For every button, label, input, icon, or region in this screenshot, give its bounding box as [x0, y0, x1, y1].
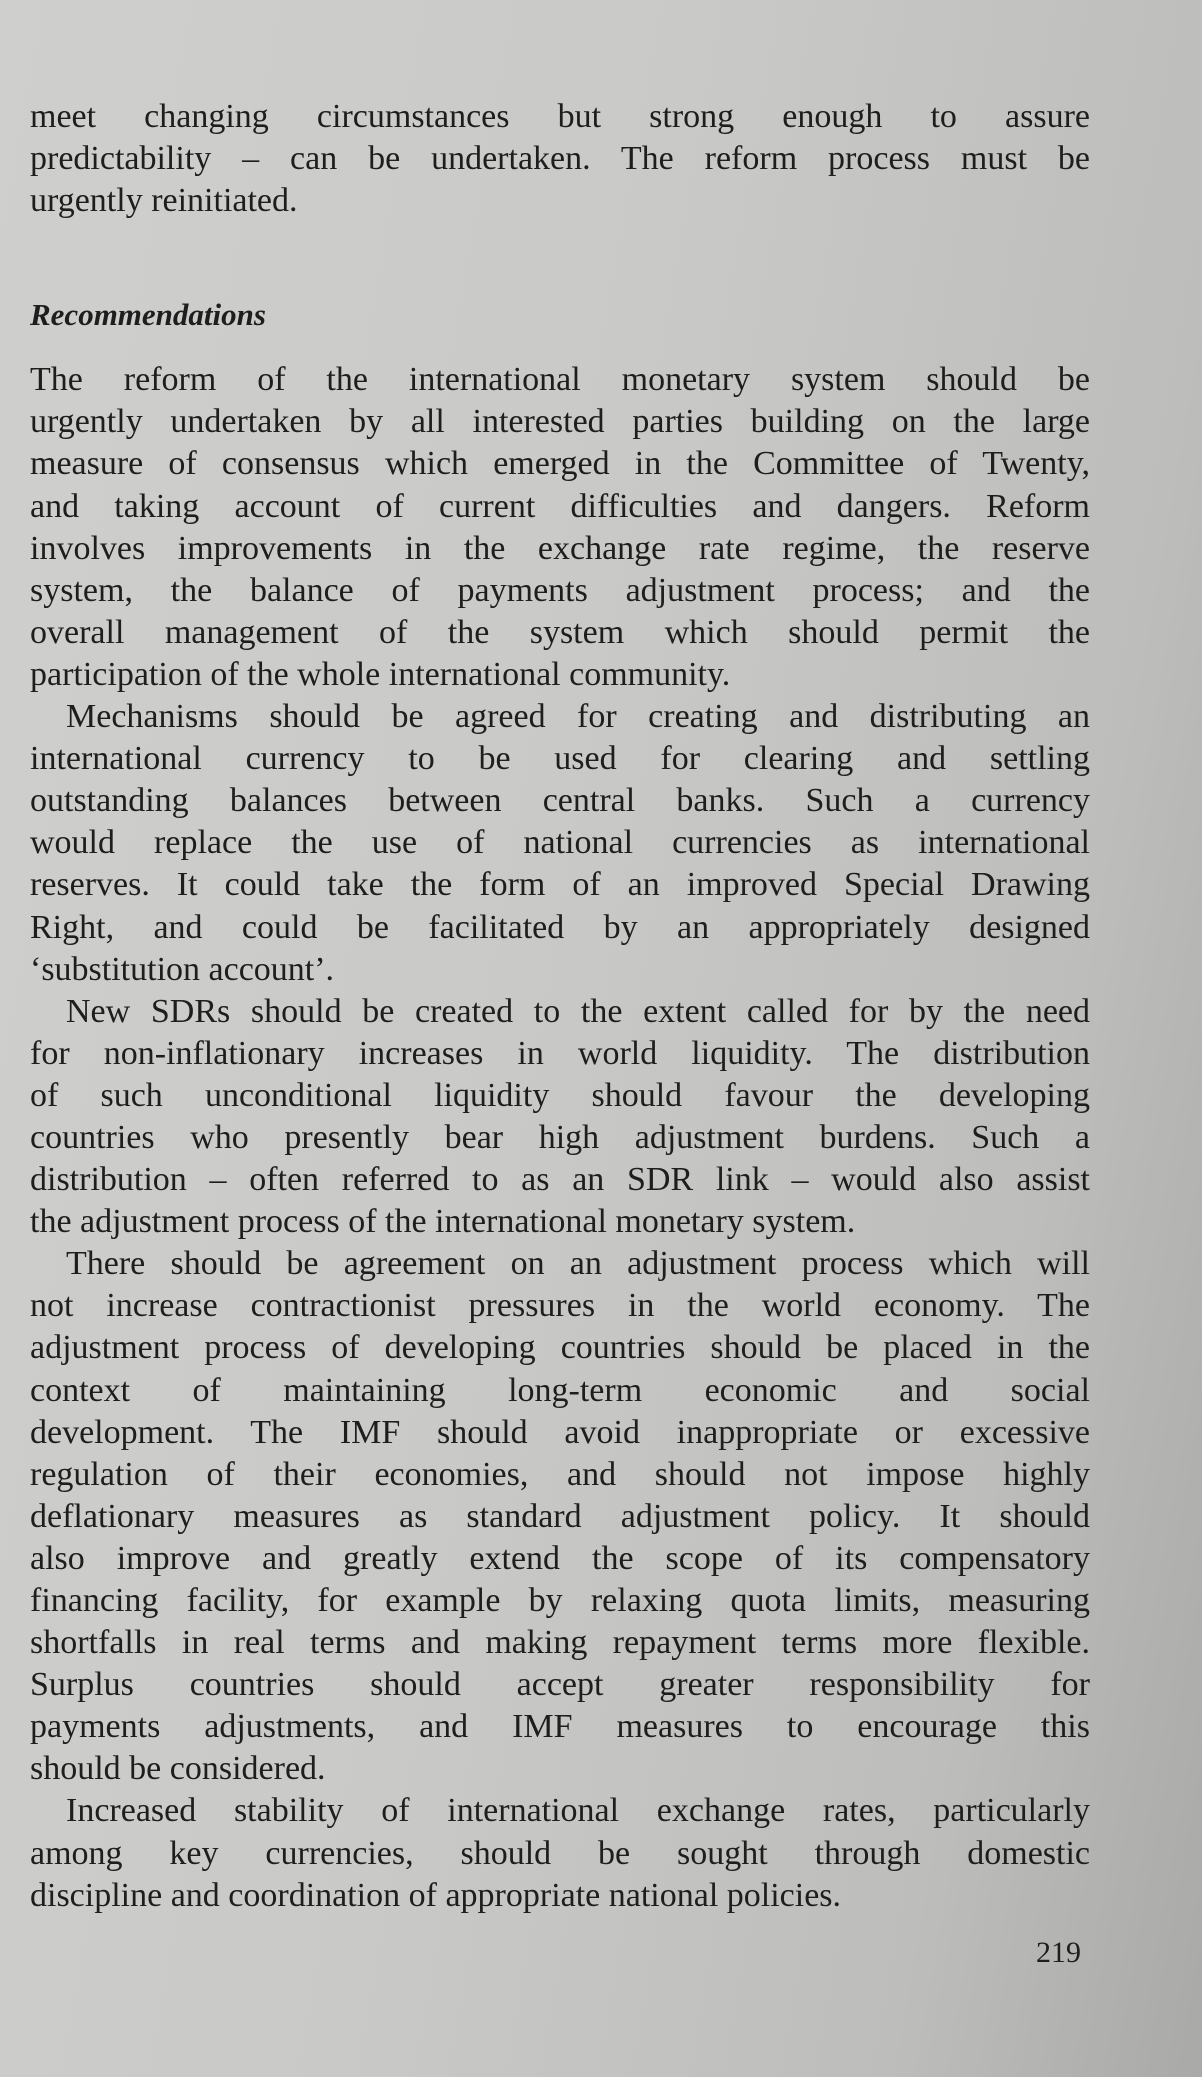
- text-line: The reform of the international monetary system should be: [30, 361, 1090, 399]
- text-line: ‘substitution account’.: [30, 950, 335, 988]
- text-line: international currency to be used for clearing and settling: [30, 740, 1090, 778]
- text-line: of such unconditional liquidity should favour the developing: [30, 1076, 1090, 1114]
- text-line: discipline and coordination of appropriate national policies.: [30, 1876, 842, 1914]
- text-line: Right, and could be facilitated by an appropriately designed: [30, 908, 1090, 946]
- text-line: not increase contractionist pressures in the world economy. The: [30, 1287, 1090, 1325]
- text-line: predictability – can be undertaken. The reform process must be: [30, 140, 1090, 178]
- text-line: participation of the whole international community.: [30, 655, 731, 693]
- text-line: for non-inflationary increases in world liquidity. The distribution: [30, 1034, 1090, 1072]
- text-line: urgently reinitiated.: [30, 182, 298, 220]
- section-heading: Recommendations: [30, 297, 266, 333]
- text-line: should be considered.: [30, 1750, 326, 1788]
- text-line: among key currencies, should be sought through domestic: [30, 1834, 1090, 1872]
- text-line: Increased stability of international exchange rates, particularly: [66, 1792, 1090, 1830]
- text-line: reserves. It could take the form of an improved Special Drawing: [30, 866, 1090, 904]
- text-line: There should be agreement on an adjustment process which will: [66, 1245, 1090, 1283]
- text-line: would replace the use of national currencies as international: [30, 824, 1090, 862]
- text-line: distribution – often referred to as an SDR link – would also assist: [30, 1161, 1090, 1199]
- text-line: urgently undertaken by all interested parties building on the large: [30, 403, 1090, 441]
- text-line: regulation of their economies, and should not impose highly: [30, 1455, 1090, 1493]
- text-line: financing facility, for example by relaxing quota limits, measuring: [30, 1582, 1090, 1619]
- text-line: system, the balance of payments adjustment process; and the: [30, 571, 1090, 609]
- text-line: and taking account of current difficulties and dangers. Reform: [30, 487, 1090, 525]
- text-line: countries who presently bear high adjustment burdens. Such a: [30, 1118, 1090, 1156]
- text-line: development. The IMF should avoid inappropriate or excessive: [30, 1413, 1090, 1451]
- text-line: Surplus countries should accept greater responsibility for: [30, 1666, 1090, 1704]
- text-line: payments adjustments, and IMF measures to encourage this: [30, 1708, 1090, 1746]
- text-line: involves improvements in the exchange rate regime, the reserve: [30, 529, 1090, 567]
- paragraph: [30, 359, 1090, 696]
- text-line: deflationary measures as standard adjustment policy. It should: [30, 1497, 1090, 1535]
- text-line: New SDRs should be created to the extent called for by the need: [66, 992, 1090, 1030]
- text-line: measure of consensus which emerged in the Committee of Twenty,: [30, 445, 1090, 483]
- page-number: 219: [1036, 1936, 1081, 1969]
- text-line: context of maintaining long-term economic and social: [30, 1371, 1090, 1409]
- text-line: adjustment process of developing countries should be placed in the: [30, 1329, 1090, 1367]
- paragraph: [30, 991, 1090, 1244]
- paragraph: [30, 1243, 1090, 1790]
- paragraph: [30, 96, 1090, 222]
- text-line: shortfalls in real terms and making repayment terms more flexible.: [30, 1624, 1090, 1662]
- paragraph: [30, 1790, 1090, 1916]
- text-line: meet changing circumstances but strong enough to assure: [30, 98, 1090, 135]
- text-line: Mechanisms should be agreed for creating and distributing an: [66, 698, 1090, 736]
- page-body: [30, 96, 1090, 1917]
- text-line: the adjustment process of the international monetary system.: [30, 1203, 856, 1241]
- paragraph: [30, 696, 1090, 991]
- text-line: also improve and greatly extend the scope of its compensatory: [30, 1539, 1090, 1577]
- text-line: outstanding balances between central banks. Such a currency: [30, 782, 1090, 820]
- text-line: overall management of the system which should permit the: [30, 613, 1090, 651]
